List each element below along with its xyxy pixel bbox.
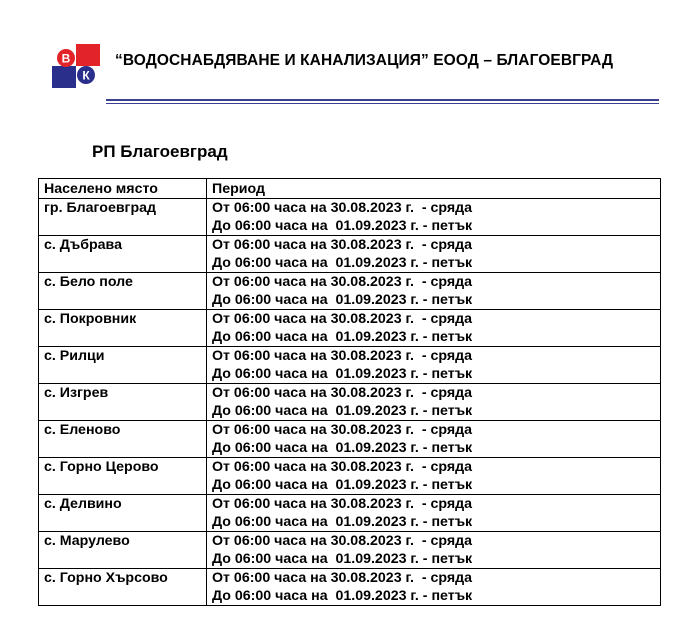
place-name: с. Горно Церово: [44, 459, 159, 475]
place-cell: [39, 199, 207, 236]
period-cell: [207, 458, 661, 495]
period-to: До 06:00 часа на 01.09.2023 г. - петък: [212, 403, 473, 419]
table-row: [39, 495, 661, 532]
period-from: От 06:00 часа на 30.08.2023 г. - сряда: [212, 237, 473, 253]
table-row: [39, 347, 661, 384]
period-to: До 06:00 часа на 01.09.2023 г. - петък: [212, 588, 473, 604]
period-to: До 06:00 часа на 01.09.2023 г. - петък: [212, 440, 473, 456]
place-cell: [39, 532, 207, 569]
period-to: До 06:00 часа на 01.09.2023 г. - петък: [212, 551, 473, 567]
place-cell: [39, 347, 207, 384]
schedule-table: [38, 178, 661, 606]
period-from: От 06:00 часа на 30.08.2023 г. - сряда: [212, 274, 473, 290]
period-from: От 06:00 часа на 30.08.2023 г. - сряда: [212, 496, 473, 512]
period-cell: [207, 347, 661, 384]
period-cell: [207, 421, 661, 458]
period-from: От 06:00 часа на 30.08.2023 г. - сряда: [212, 422, 473, 438]
place-name: с. Дъбрава: [44, 237, 122, 253]
period-cell: [207, 384, 661, 421]
place-cell: [39, 273, 207, 310]
place-cell: [39, 384, 207, 421]
table-row: [39, 199, 661, 236]
company-name: “ВОДОСНАБДЯВАНЕ И КАНАЛИЗАЦИЯ” ЕООД – БЛАГОЕВГРАД: [115, 52, 614, 69]
table-row: [39, 458, 661, 495]
period-cell: [207, 199, 661, 236]
period-to: До 06:00 часа на 01.09.2023 г. - петък: [212, 329, 473, 345]
period-cell: [207, 273, 661, 310]
place-name: гр. Благоевград: [44, 200, 157, 216]
place-cell: [39, 495, 207, 532]
place-name: с. Покровник: [44, 311, 137, 327]
period-from: От 06:00 часа на 30.08.2023 г. - сряда: [212, 533, 473, 549]
period-cell: [207, 569, 661, 606]
period-from: От 06:00 часа на 30.08.2023 г. - сряда: [212, 348, 473, 364]
period-to: До 06:00 часа на 01.09.2023 г. - петък: [212, 218, 473, 234]
period-to: До 06:00 часа на 01.09.2023 г. - петък: [212, 292, 473, 308]
period-from: От 06:00 часа на 30.08.2023 г. - сряда: [212, 200, 473, 216]
vik-logo-icon: [52, 44, 100, 88]
table-header-row: [39, 179, 661, 199]
table-row: [39, 421, 661, 458]
period-from: От 06:00 часа на 30.08.2023 г. - сряда: [212, 459, 473, 475]
table-row: [39, 310, 661, 347]
period-to: До 06:00 часа на 01.09.2023 г. - петък: [212, 514, 473, 530]
period-from: От 06:00 часа на 30.08.2023 г. - сряда: [212, 570, 473, 586]
period-from: От 06:00 часа на 30.08.2023 г. - сряда: [212, 311, 473, 327]
table-row: [39, 273, 661, 310]
column-header-place: Населено място: [39, 179, 207, 199]
column-header-period: Период: [207, 179, 661, 199]
table-row: [39, 532, 661, 569]
period-to: До 06:00 часа на 01.09.2023 г. - петък: [212, 477, 473, 493]
table-row: [39, 236, 661, 273]
place-name: с. Горно Хърсово: [44, 570, 168, 586]
place-cell: [39, 236, 207, 273]
period-to: До 06:00 часа на 01.09.2023 г. - петък: [212, 366, 473, 382]
period-cell: [207, 310, 661, 347]
place-name: с. Рилци: [44, 348, 105, 364]
period-cell: [207, 236, 661, 273]
header-divider: [106, 99, 659, 101]
logo-letter-k: К: [82, 68, 90, 83]
table-row: [39, 569, 661, 606]
place-name: с. Изгрев: [44, 385, 109, 401]
period-cell: [207, 532, 661, 569]
period-to: До 06:00 часа на 01.09.2023 г. - петък: [212, 255, 473, 271]
place-cell: [39, 421, 207, 458]
table-row: [39, 384, 661, 421]
place-name: с. Бело поле: [44, 274, 133, 290]
logo-letter-v: В: [61, 51, 71, 66]
section-title: РП Благоевград: [92, 142, 228, 161]
place-name: с. Делвино: [44, 496, 122, 512]
place-cell: [39, 458, 207, 495]
place-name: с. Марулево: [44, 533, 130, 549]
place-cell: [39, 569, 207, 606]
place-name: с. Еленово: [44, 422, 121, 438]
period-from: От 06:00 часа на 30.08.2023 г. - сряда: [212, 385, 473, 401]
header-divider-thin: [106, 103, 659, 104]
period-cell: [207, 495, 661, 532]
place-cell: [39, 310, 207, 347]
